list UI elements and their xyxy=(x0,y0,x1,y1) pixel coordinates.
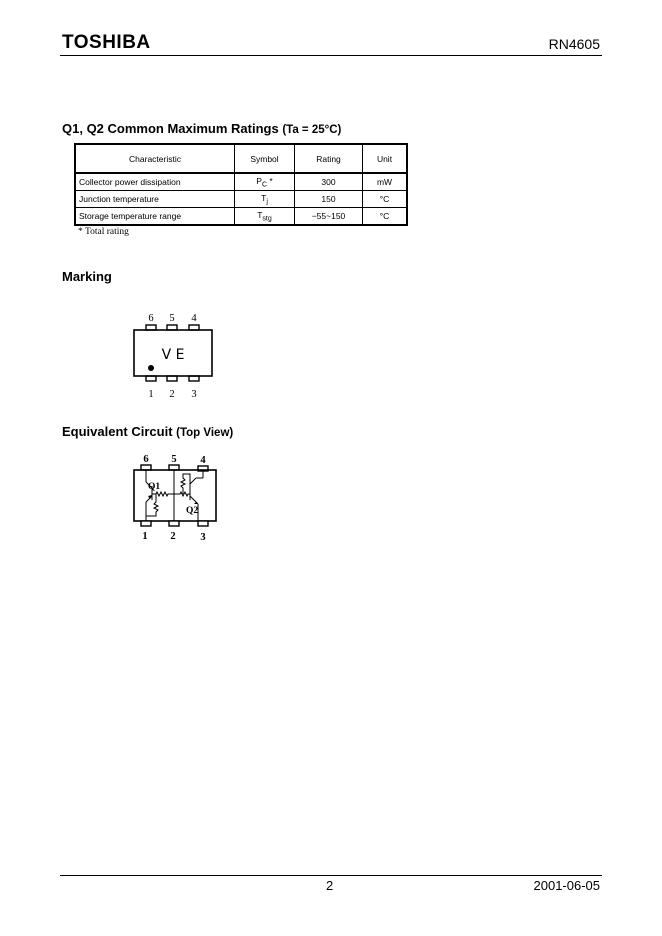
marking-pin-5: 5 xyxy=(169,313,175,324)
marking-diagram xyxy=(120,305,230,401)
circuit-heading xyxy=(62,424,233,439)
table-row xyxy=(75,191,407,208)
marking-pin-3: 3 xyxy=(191,389,197,400)
col-unit: Unit xyxy=(363,144,408,173)
circuit-pin-3: 3 xyxy=(200,532,206,543)
col-characteristic: Characteristic xyxy=(75,144,235,173)
circuit-pin-1: 1 xyxy=(142,531,148,542)
row-unit: °C xyxy=(363,191,408,208)
marking-heading: Marking xyxy=(62,269,112,284)
equivalent-circuit-diagram xyxy=(128,450,228,544)
col-symbol: Symbol xyxy=(235,144,295,173)
col-rating: Rating xyxy=(295,144,363,173)
ratings-heading xyxy=(62,121,341,136)
q2-label: Q2 xyxy=(186,506,199,516)
toshiba-logo: TOSHIBA xyxy=(62,32,151,53)
table-row xyxy=(75,208,407,226)
part-number: RN4605 xyxy=(548,36,600,52)
row-characteristic: Collector power dissipation xyxy=(75,173,235,191)
row-characteristic: Junction temperature xyxy=(75,191,235,208)
circuit-pin-4: 4 xyxy=(200,455,206,466)
q1-label: Q1 xyxy=(148,482,161,492)
row-characteristic: Storage temperature range xyxy=(75,208,235,226)
table-header-row xyxy=(75,144,407,173)
row-rating: 150 xyxy=(295,191,363,208)
row-symbol: $P_C$ * xyxy=(235,173,295,191)
pin1-dot-icon xyxy=(148,365,154,371)
table-row xyxy=(75,173,407,191)
document-date: 2001-06-05 xyxy=(533,878,600,893)
row-rating: −55~150 xyxy=(295,208,363,226)
marking-pin-4: 4 xyxy=(191,313,197,324)
marking-pin-2: 2 xyxy=(169,389,175,400)
ratings-table xyxy=(74,143,408,226)
header-rule xyxy=(60,55,602,56)
total-rating-note: * Total rating xyxy=(78,227,129,237)
row-symbol: $T_j$ xyxy=(235,191,295,208)
row-unit: °C xyxy=(363,208,408,226)
footer-rule xyxy=(60,875,602,876)
marking-code: V E xyxy=(161,347,185,363)
ratings-condition: (Ta = 25°C) xyxy=(282,124,342,136)
row-rating: 300 xyxy=(295,173,363,191)
row-symbol: $T_{stg}$ xyxy=(235,208,295,226)
circuit-title: Equivalent Circuit xyxy=(62,424,173,439)
ratings-title: Q1, Q2 Common Maximum Ratings xyxy=(62,121,279,136)
marking-pin-6: 6 xyxy=(148,313,154,324)
circuit-pin-6: 6 xyxy=(143,454,149,465)
circuit-bottom-leads xyxy=(141,521,208,526)
circuit-pin-5: 5 xyxy=(171,454,177,465)
circuit-pin-2: 2 xyxy=(170,531,176,542)
row-unit: mW xyxy=(363,173,408,191)
circuit-view: (Top View) xyxy=(176,427,234,439)
marking-pin-1: 1 xyxy=(148,389,154,400)
page-number: 2 xyxy=(326,878,334,893)
